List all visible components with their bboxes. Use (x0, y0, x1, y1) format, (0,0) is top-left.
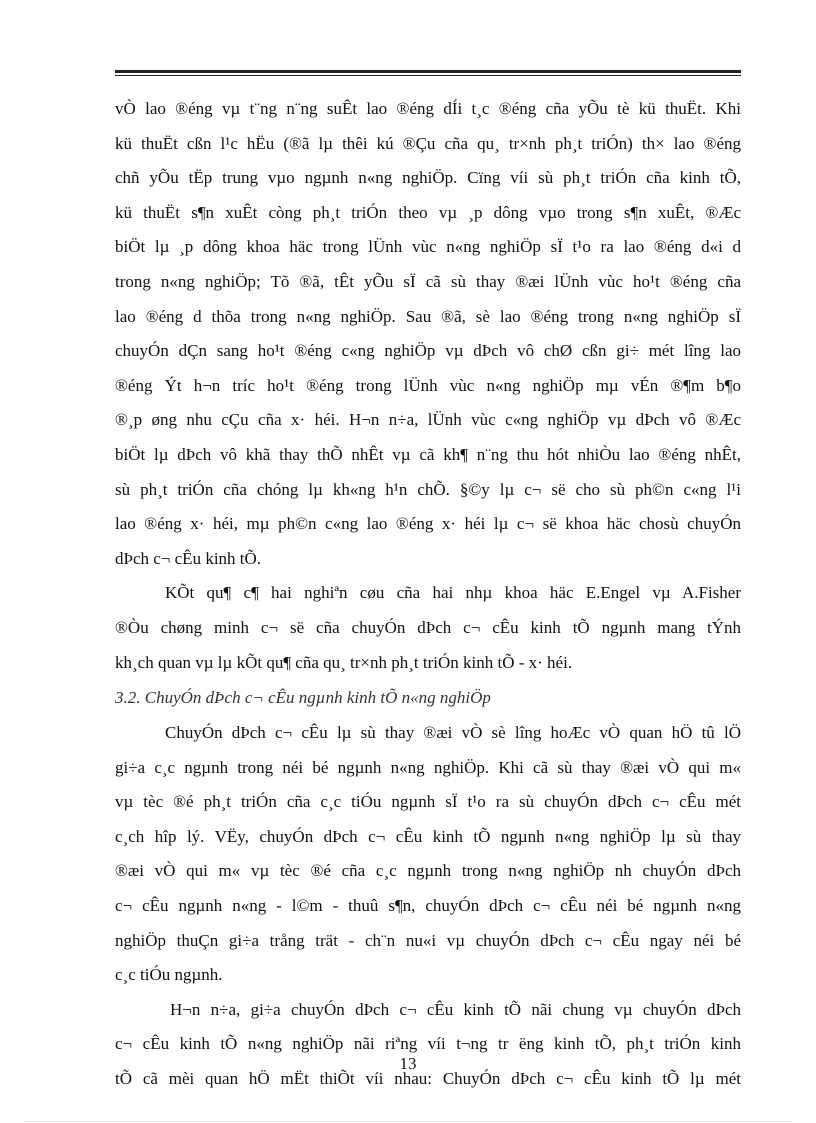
paragraph-1 (115, 92, 741, 576)
text-line: c¬ cÊu ngµnh n«ng - l©m - thuû s¶n, chuyÓn dÞch c¬ cÊu néi bé ngµnh n«ng (115, 896, 741, 916)
text-line: nghiÖp thuÇn gi÷a trång trät - ch¨n nu«i vµ chuyÓn dÞch c¬ cÊu ngay néi bé (115, 930, 741, 950)
text-line: ®Òu chøng minh c¬ së cña chuyÓn dÞch c¬ cÊu kinh tÕ ngµnh mang tÝnh (115, 617, 741, 637)
text-line: gi÷a c¸c ngµnh trong néi bé ngµnh n«ng nghiÖp. Khi cã sù thay ®æi vÒ qui m« (115, 757, 741, 777)
text-line: kü thuËt s¶n xuÊt còng ph¸t triÓn theo vµ ¸p dông vµo trong s¶n xuÊt, ®Æc (115, 202, 741, 222)
text-line: c¬ cÊu kinh tÕ n«ng nghiÖp nãi riªng víi t¬ng tr ëng kinh tÕ, ph¸t triÓn kinh (115, 1034, 741, 1054)
text-line: ®æi vÒ qui m« vµ tèc ®é cña c¸c ngµnh trong n«ng nghiÖp nh chuyÓn dÞch (115, 861, 741, 881)
text-line: vÒ lao ®éng vµ t¨ng n¨ng suÊt lao ®éng dÍi t¸c ®éng cña yÕu tè kü thuËt. Khi (115, 99, 741, 118)
section-heading: 3.2. ChuyÓn dÞch c¬ cÊu ngµnh kinh tÕ n«ng nghiÖp (115, 688, 491, 708)
text-line: ChuyÓn dÞch c¬ cÊu lµ sù thay ®æi vÒ sè lîng hoÆc vÒ quan hÖ tû lÖ (165, 723, 741, 743)
text-line: H¬n n÷a, gi÷a chuyÓn dÞch c¬ cÊu kinh tÕ nãi chung vµ chuyÓn dÞch (170, 999, 741, 1019)
text-line: c¸c tiÓu ngµnh. (115, 965, 223, 985)
paragraph-3 (115, 716, 741, 993)
text-line: ®¸p øng nhu cÇu cña x· héi. H¬n n÷a, lÜnh vùc c«ng nghiÖp vµ dÞch vô ®Æc (115, 410, 741, 430)
header-rule-thin (115, 75, 741, 76)
text-line: lao ®éng x· héi, mµ ph©n c«ng lao ®éng x· héi lµ c¬ së khoa häc chosù chuyÓn (115, 514, 741, 534)
text-line: vµ tèc ®é ph¸t triÓn cña c¸c tiÓu ngµnh sÏ t¹o ra sù chuyÓn dÞch c¬ cÊu mét (115, 792, 741, 812)
page-body (115, 92, 741, 1097)
text-line: kh¸ch quan vµ lµ kÕt qu¶ cña qu¸ tr×nh ph¸t triÓn kinh tÕ - x· héi. (115, 652, 573, 672)
text-line: KÕt qu¶ c¶ hai nghiªn cøu cña hai nhµ khoa häc E.Engel vµ A.Fisher (165, 583, 741, 603)
paragraph-4 (115, 993, 741, 1097)
text-line: biÖt lµ ¸p dông khoa häc trong lÜnh vùc n«ng nghiÖp sÏ t¹o ra lao ®éng d«i d (115, 237, 741, 257)
text-line: c¸ch hîp lý. VËy, chuyÓn dÞch c¬ cÊu kinh tÕ ngµnh n«ng nghiÖp lµ sù thay (115, 826, 741, 846)
footer-dotted-rule (25, 1121, 791, 1122)
text-line: tÕ cã mèi quan hÖ mËt thiÕt víi nhau: ChuyÓn dÞch c¬ cÊu kinh tÕ lµ mét (115, 1069, 741, 1089)
text-line: kü thuËt cßn l¹c hËu (®ã lµ thêi kú ®Çu cña qu¸ tr×nh ph¸t triÓn) th× lao ®éng (115, 133, 741, 153)
header-rule-thick (115, 70, 741, 73)
text-line: sù ph¸t triÓn cña chóng lµ kh«ng h¹n chÕ. §©y lµ c¬ së cho sù ph©n c«ng l¹i (115, 479, 741, 499)
text-line: biÖt lµ dÞch vô khã thay thÕ nhÊt vµ cã kh¶ n¨ng thu hót nhiÒu lao ®éng nhÊt, (115, 444, 741, 464)
text-line: trong n«ng nghiÖp; Tõ ®ã, tÊt yÕu sÏ cã sù thay ®æi lÜnh vùc ho¹t ®éng cña (115, 271, 741, 291)
page-number: 13 (399, 1054, 417, 1073)
text-line: dÞch c¬ cÊu kinh tÕ. (115, 548, 262, 568)
text-line: chuyÓn dÇn sang ho¹t ®éng c«ng nghiÖp vµ dÞch vô chØ cßn gi÷ mét lîng lao (115, 341, 741, 361)
paragraph-2 (115, 576, 741, 680)
text-line: ®éng Ýt h¬n tríc ho¹t ®éng trong lÜnh vùc n«ng nghiÖp mµ vÉn ®¶m b¶o (115, 375, 741, 395)
text-line: chñ yÕu tËp trung vµo ngµnh n«ng nghiÖp. Cïng víi sù ph¸t triÓn cña kinh tÕ, (115, 168, 741, 188)
text-line: lao ®éng d thõa trong n«ng nghiÖp. Sau ®ã, sè lao ®éng trong n«ng nghiÖp sÏ (115, 306, 741, 326)
